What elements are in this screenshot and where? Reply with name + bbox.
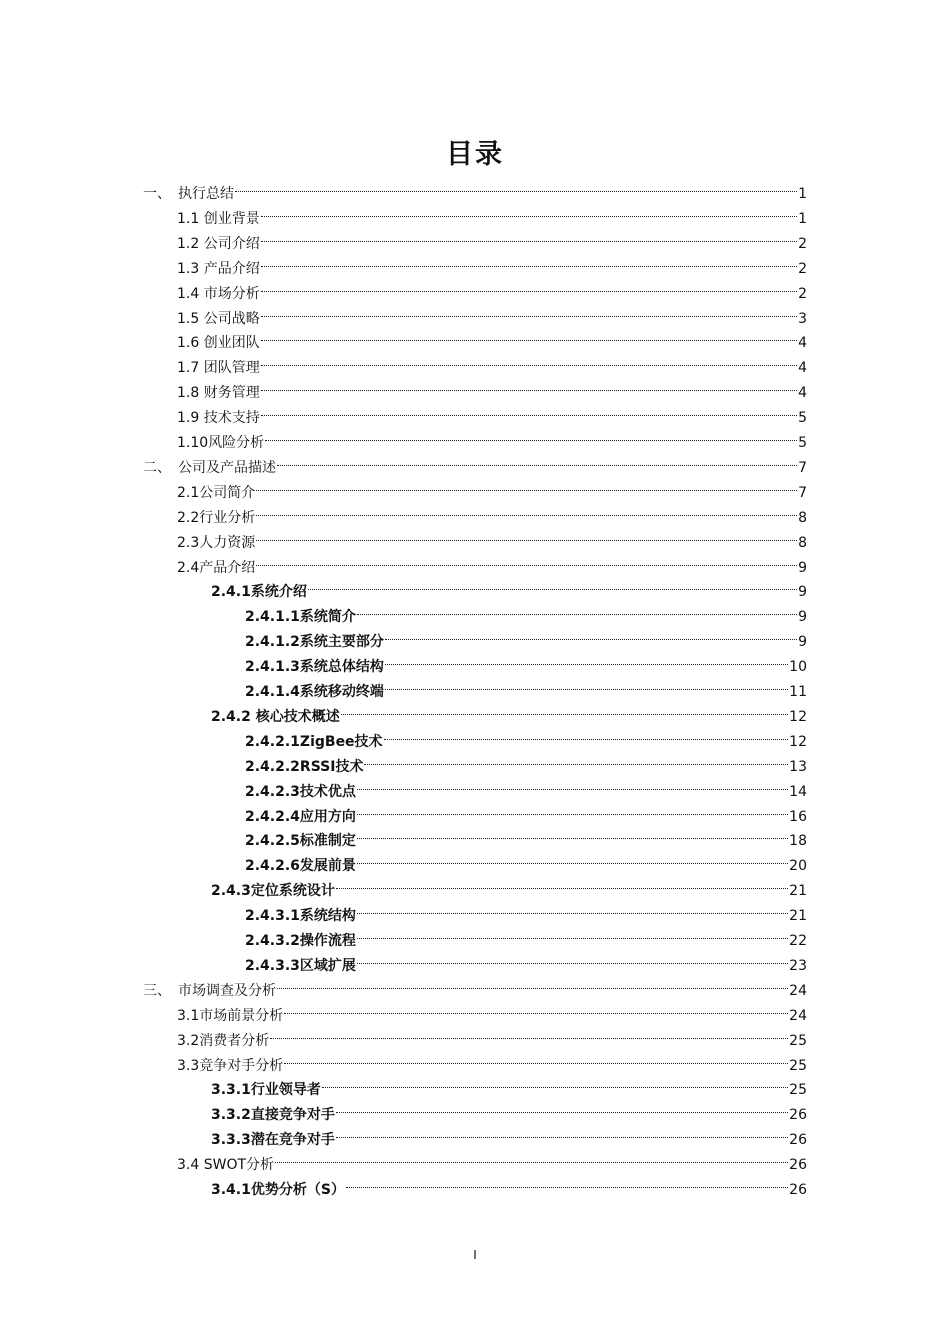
toc-entry[interactable]	[245, 797, 807, 825]
toc-leader-dots	[357, 846, 788, 870]
toc-entry[interactable]	[245, 846, 807, 875]
toc-leader-dots	[256, 473, 797, 497]
toc-entry-label: 1.6 创业团队	[177, 335, 260, 352]
toc-entry[interactable]	[245, 647, 807, 676]
toc-leader-dots	[261, 249, 797, 273]
toc-entry[interactable]	[177, 523, 807, 551]
toc-leader-dots	[384, 722, 789, 746]
toc-leader-dots	[270, 1021, 788, 1045]
toc-entry-page-number: 16	[789, 808, 807, 825]
toc-entry-label: 2.4.1.2系统主要部分	[245, 634, 384, 651]
toc-entry[interactable]	[177, 423, 807, 451]
toc-leader-dots	[261, 373, 797, 397]
toc-entry-label: 3.3.2直接竞争对手	[211, 1107, 335, 1124]
toc-entry-page-number: 9	[798, 559, 807, 576]
toc-leader-dots	[277, 971, 788, 995]
toc-entry-page-number: 4	[798, 360, 807, 377]
toc-entry-label: 2.4.2.3技术优点	[245, 783, 356, 800]
toc-entry[interactable]	[143, 448, 807, 476]
toc-entry[interactable]	[245, 896, 807, 925]
toc-entry-label: 1.9 技术支持	[177, 410, 260, 427]
toc-entry-page-number: 18	[789, 833, 807, 850]
toc-entry-page-number: 21	[789, 908, 807, 925]
toc-entry-page-number: 9	[798, 609, 807, 626]
toc-entry-label: 2.4.1系统介绍	[211, 584, 307, 601]
toc-entry-label: 2.4.2.5标准制定	[245, 833, 356, 850]
toc-leader-dots	[277, 448, 797, 472]
toc-entry[interactable]	[177, 249, 807, 277]
toc-entry-label: 2.2行业分析	[177, 509, 256, 526]
toc-leader-dots	[261, 299, 797, 323]
toc-entry-label: 2.4.3.2操作流程	[245, 933, 356, 949]
toc-leader-dots	[261, 323, 797, 347]
toc-entry-page-number: 9	[798, 584, 807, 601]
toc-leader-dots	[284, 1046, 788, 1070]
toc-entry[interactable]	[177, 274, 807, 302]
toc-entry-label: 1.8 财务管理	[177, 385, 260, 402]
toc-entry-page-number: 4	[798, 335, 807, 352]
toc-entry-page-number: 25	[789, 1057, 807, 1074]
toc-entry[interactable]	[245, 821, 807, 850]
toc-entry-page-number: 26	[789, 1182, 807, 1198]
toc-entry[interactable]	[177, 398, 807, 427]
toc-leader-dots	[261, 224, 797, 248]
toc-entry[interactable]	[177, 1046, 807, 1074]
toc-entry-page-number: 9	[798, 634, 807, 651]
toc-entry-page-number: 5	[798, 435, 807, 451]
toc-leader-dots	[357, 896, 788, 920]
toc-entry-label: 2.4.1.4系统移动终端	[245, 684, 384, 700]
toc-entry-label: 2.4.2.6发展前景	[245, 858, 356, 875]
toc-entry-label: 3.4.1优势分析（S）	[211, 1182, 345, 1198]
toc-entry-label: 2.4.1.1系统简介	[245, 609, 356, 626]
toc-entry[interactable]	[177, 373, 807, 402]
toc-leader-dots	[346, 1170, 788, 1194]
toc-leader-dots	[357, 921, 788, 945]
toc-entry-label: 1.4 市场分析	[177, 285, 260, 302]
toc-entry[interactable]	[211, 697, 807, 725]
toc-entry-label: 2.3人力资源	[177, 534, 256, 551]
page-number-footer: I	[473, 1248, 477, 1262]
toc-entry-label: 二、 公司及产品描述	[143, 459, 276, 476]
toc-entry-label: 1.5 公司战略	[177, 310, 260, 327]
toc-entry-label: 2.4.1.3系统总体结构	[245, 659, 384, 676]
toc-entry[interactable]	[211, 1170, 807, 1198]
toc-entry-label: 3.1市场前景分析	[177, 1007, 284, 1024]
toc-entry-label: 3.2消费者分析	[177, 1032, 270, 1049]
toc-leader-dots	[261, 398, 797, 422]
toc-leader-dots	[385, 672, 788, 696]
toc-entry-label: 2.4.2.1ZigBee技术	[245, 733, 383, 750]
toc-entry[interactable]	[177, 299, 807, 327]
toc-entry[interactable]	[245, 597, 807, 626]
toc-entry-label: 3.4 SWOT分析	[177, 1157, 275, 1174]
toc-leader-dots	[261, 199, 797, 223]
toc-leader-dots	[256, 498, 797, 522]
toc-entry[interactable]	[177, 1021, 807, 1049]
toc-leader-dots	[256, 523, 797, 547]
toc-entry[interactable]	[211, 572, 807, 601]
toc-leader-dots	[265, 423, 797, 447]
toc-leader-dots	[357, 946, 788, 970]
toc-entry-label: 2.1公司简介	[177, 484, 256, 501]
toc-entry[interactable]	[245, 672, 807, 700]
toc-entry-page-number: 11	[789, 684, 807, 700]
toc-entry-label: 2.4.3定位系统设计	[211, 883, 335, 900]
toc-entry-page-number: 25	[789, 1082, 807, 1099]
toc-entry[interactable]	[177, 199, 807, 227]
toc-entry-page-number: 3	[798, 310, 807, 327]
toc-entry-page-number: 8	[798, 509, 807, 526]
toc-entry-label: 2.4.3.3区域扩展	[245, 957, 356, 974]
toc-entry[interactable]	[211, 1070, 807, 1099]
toc-leader-dots	[235, 174, 797, 198]
toc-entry-label: 三、 市场调查及分析	[143, 982, 276, 999]
toc-leader-dots	[357, 797, 788, 821]
toc-leader-dots	[341, 697, 788, 721]
toc-entry[interactable]	[211, 1095, 807, 1124]
toc-entry-page-number: 26	[789, 1132, 807, 1149]
toc-leader-dots	[357, 772, 788, 796]
toc-leader-dots	[261, 348, 797, 372]
toc-entry-page-number: 12	[789, 708, 807, 725]
toc-entry-page-number: 7	[798, 459, 807, 476]
toc-entry-page-number: 24	[789, 1007, 807, 1024]
toc-leader-dots	[385, 622, 797, 646]
toc-leader-dots	[336, 1120, 788, 1144]
toc-leader-dots	[357, 597, 797, 621]
toc-entry[interactable]	[177, 1145, 807, 1174]
toc-entry[interactable]	[245, 946, 807, 974]
toc-entry-label: 1.10风险分析	[177, 435, 265, 451]
toc-entry-page-number: 26	[789, 1107, 807, 1124]
toc-entry-page-number: 5	[798, 410, 807, 427]
toc-leader-dots	[256, 548, 797, 572]
toc-entry[interactable]	[177, 996, 807, 1024]
toc-leader-dots	[284, 996, 788, 1020]
toc-entry-label: 2.4.2.2RSSI技术	[245, 758, 364, 775]
toc-entry[interactable]	[143, 971, 807, 999]
toc-leader-dots	[322, 1070, 788, 1094]
toc-entry[interactable]	[143, 174, 807, 202]
toc-entry[interactable]	[211, 1120, 807, 1149]
toc-entry[interactable]	[177, 348, 807, 377]
toc-entry-page-number: 13	[789, 758, 807, 775]
toc-entry-page-number: 14	[789, 783, 807, 800]
page-title: 目录	[446, 139, 504, 170]
toc-entry[interactable]	[177, 323, 807, 352]
toc-entry-page-number: 1	[798, 210, 807, 227]
toc-entry-label: 3.3.1行业领导者	[211, 1082, 321, 1099]
toc-entry-label: 1.1 创业背景	[177, 210, 260, 227]
toc-entry[interactable]	[245, 747, 807, 775]
toc-entry-page-number: 26	[789, 1157, 807, 1174]
toc-entry-page-number: 2	[798, 235, 807, 252]
toc-entry-label: 一、 执行总结	[143, 186, 234, 202]
toc-entry-page-number: 20	[789, 858, 807, 875]
toc-entry[interactable]	[245, 622, 807, 651]
toc-entry-page-number: 24	[789, 982, 807, 999]
toc-entry[interactable]	[177, 473, 807, 501]
toc-entry-page-number: 7	[798, 484, 807, 501]
toc-entry-page-number: 12	[789, 733, 807, 750]
toc-entry-label: 2.4.3.1系统结构	[245, 908, 356, 925]
toc-leader-dots	[336, 1095, 788, 1119]
toc-entry[interactable]	[245, 772, 807, 800]
toc-entry-page-number: 22	[789, 933, 807, 949]
toc-entry-label: 3.3竞争对手分析	[177, 1057, 284, 1074]
toc-entry-label: 2.4产品介绍	[177, 559, 256, 576]
toc-entry-page-number: 2	[798, 260, 807, 277]
toc-entry[interactable]	[177, 224, 807, 252]
toc-leader-dots	[364, 747, 788, 771]
toc-entry-page-number: 10	[789, 659, 807, 676]
toc-entry-page-number: 2	[798, 285, 807, 302]
toc-entry-page-number: 25	[789, 1032, 807, 1049]
toc-entry[interactable]	[177, 498, 807, 526]
toc-entry-label: 1.2 公司介绍	[177, 235, 260, 252]
toc-entry-label: 2.4.2 核心技术概述	[211, 708, 340, 725]
toc-entry[interactable]	[245, 921, 807, 949]
toc-leader-dots	[357, 821, 788, 845]
toc-entry[interactable]	[211, 871, 807, 900]
toc-entry-page-number: 21	[789, 883, 807, 900]
toc-leader-dots	[261, 274, 797, 298]
toc-entry[interactable]	[245, 722, 807, 750]
toc-entry-label: 1.3 产品介绍	[177, 260, 260, 277]
toc-entry-page-number: 1	[798, 186, 807, 202]
toc-entry-page-number: 23	[789, 957, 807, 974]
toc-leader-dots	[336, 871, 788, 895]
toc-entry-page-number: 4	[798, 385, 807, 402]
toc-entry-page-number: 8	[798, 534, 807, 551]
toc-leader-dots	[308, 572, 797, 596]
toc-leader-dots	[385, 647, 788, 671]
toc-entry-label: 1.7 团队管理	[177, 360, 260, 377]
toc-entry[interactable]	[177, 548, 807, 576]
toc-leader-dots	[275, 1145, 788, 1169]
toc-entry-label: 3.3.3潜在竞争对手	[211, 1132, 335, 1149]
toc-entry-label: 2.4.2.4应用方向	[245, 808, 356, 825]
